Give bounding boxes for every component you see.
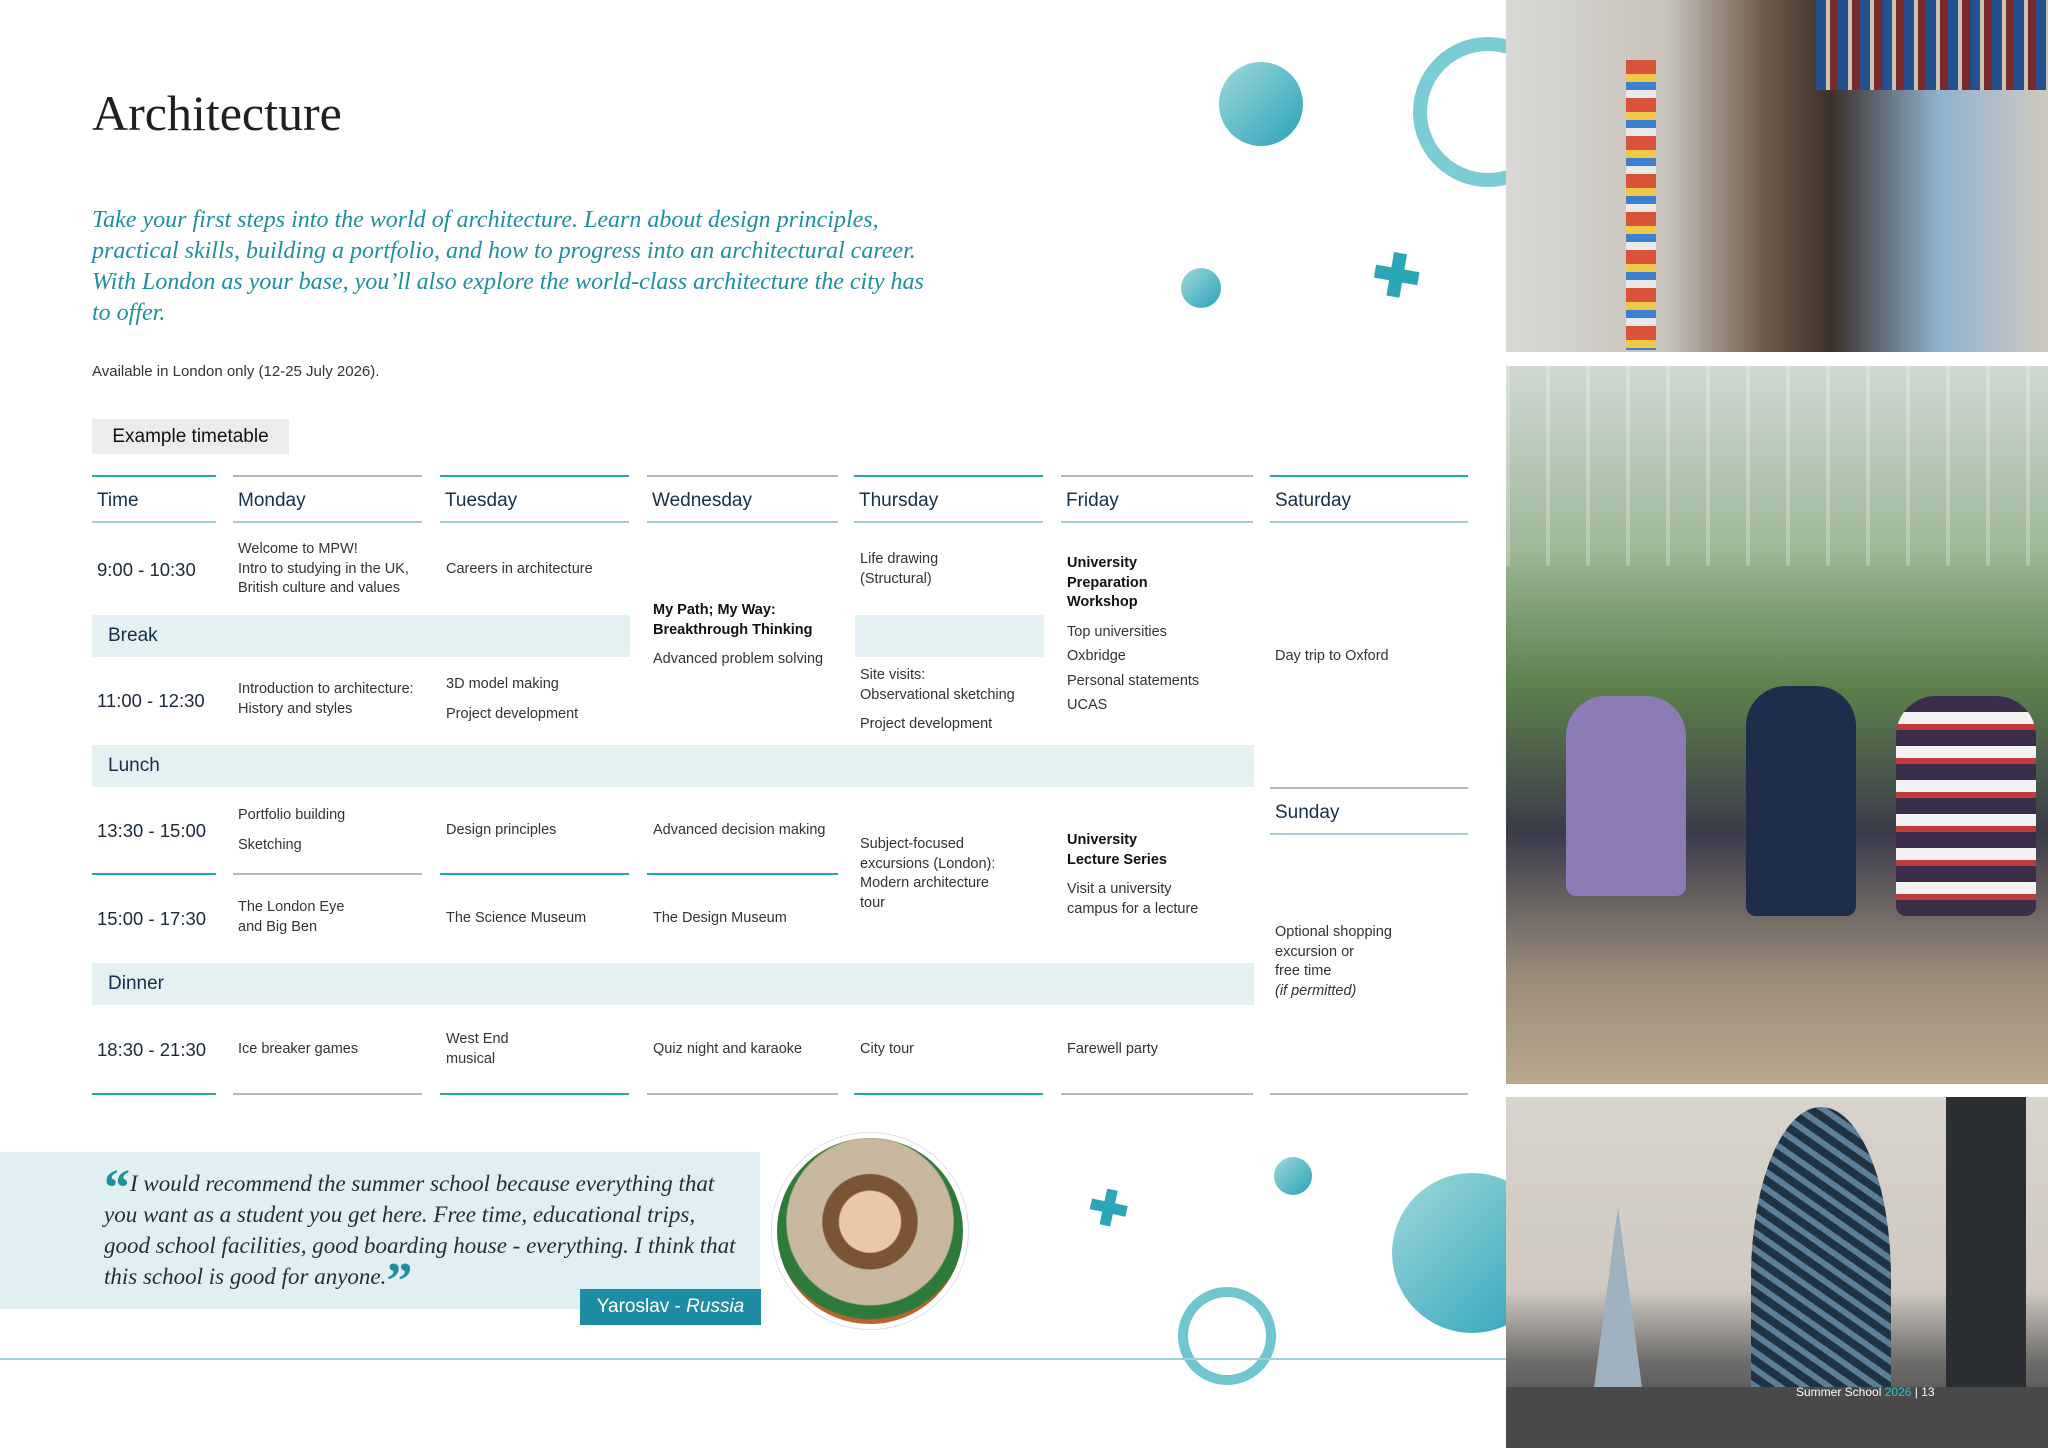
page-title: Architecture	[92, 85, 342, 141]
time-slot-1: 9:00 - 10:30	[97, 559, 196, 580]
intro-paragraph: Take your first steps into the world of architecture. Learn about design principles, practical skills, building a portfolio, and how to progress into an architectural career. With London as your base, you’ll also explore the world-class architecture the city has to offer.	[92, 207, 924, 326]
deco-ring	[1178, 1287, 1276, 1385]
wednesday-slot-5: Quiz night and karaoke	[653, 1041, 803, 1057]
header-monday: Monday	[233, 475, 422, 523]
avatar	[772, 1133, 968, 1329]
deco-circle-small	[1274, 1157, 1312, 1195]
friday-slot-5: Farewell party	[1067, 1041, 1159, 1057]
band-label-lunch: Lunch	[108, 755, 160, 776]
wednesday-slot-3: Advanced decision making	[653, 822, 826, 838]
footer-page-label: Summer School 2026 | 13	[1796, 1385, 1935, 1399]
tuesday-slot-2: 3D model making Project development	[446, 676, 579, 722]
header-tuesday: Tuesday	[440, 475, 629, 523]
tuesday-slot-5: West End musical	[446, 1031, 509, 1067]
row-divider	[92, 873, 216, 875]
deco-circle	[1219, 62, 1303, 146]
photo-london-skyline	[1506, 1097, 2048, 1448]
band-lunch	[92, 745, 1254, 787]
friday-slot-1-2: University Preparation Workshop Top universities Oxbridge Personal statements UCAS	[1067, 555, 1200, 713]
testimonial-quote: “I would recommend the summer school because everything that you want as a student you get here. Free time, educational trips, good school facilities, good boarding house - everything. I think that this school is good for anyone.”	[104, 1160, 736, 1310]
monday-slot-4: The London Eye and Big Ben	[238, 899, 345, 935]
table-bottom	[854, 1093, 1043, 1095]
timetable-label: Example timetable	[92, 419, 289, 454]
deco-circle-small	[1181, 268, 1221, 308]
availability-note: Available in London only (12-25 July 2026).	[92, 363, 380, 380]
table-bottom	[233, 1093, 422, 1095]
time-slot-2: 11:00 - 12:30	[97, 690, 205, 711]
footer-divider	[0, 1358, 1506, 1360]
band-label-break: Break	[108, 625, 158, 646]
saturday-activity: Day trip to Oxford	[1275, 648, 1389, 664]
table-bottom	[1270, 1093, 1468, 1095]
thursday-slot-3-4: Subject-focused excursions (London): Modern architecture tour	[860, 836, 996, 911]
testimonial-attribution: Yaroslav - Russia	[580, 1289, 761, 1325]
header-saturday: Saturday	[1270, 475, 1468, 523]
row-divider	[233, 873, 422, 875]
header-wednesday: Wednesday	[647, 475, 838, 523]
quote-close-icon: ”	[386, 1253, 413, 1310]
band-dinner	[92, 963, 1254, 1005]
header-sunday: Sunday	[1270, 787, 1468, 835]
monday-slot-5: Ice breaker games	[238, 1041, 359, 1057]
photo-students-lab	[1506, 0, 2048, 352]
tuesday-slot-3: Design principles	[446, 822, 557, 838]
monday-slot-2: Introduction to architecture: History and styles	[238, 681, 414, 717]
band-break	[92, 615, 630, 657]
wednesday-slot-4: The Design Museum	[653, 910, 787, 926]
tuesday-slot-4: The Science Museum	[446, 910, 587, 926]
thursday-slot-1: Life drawing (Structural)	[860, 551, 939, 587]
cross-icon: ✚	[1366, 240, 1426, 313]
wednesday-slot-1-2: My Path; My Way: Breakthrough Thinking Advanced problem solving	[653, 602, 824, 667]
photo-students-walking	[1506, 366, 2048, 1084]
friday-slot-3-4: University Lecture Series Visit a university campus for a lecture	[1067, 832, 1199, 917]
band-break-thursday	[855, 615, 1044, 657]
monday-slot-3: Portfolio building Sketching	[238, 807, 346, 853]
thursday-slot-2: Site visits: Observational sketching Project development	[860, 667, 1015, 732]
tuesday-slot-1: Careers in architecture	[446, 561, 593, 577]
header-time: Time	[92, 475, 216, 523]
sunday-activity: Optional shopping excursion or free time (if permitted)	[1275, 924, 1392, 999]
quote-icon: “	[104, 1160, 130, 1217]
band-label-dinner: Dinner	[108, 973, 164, 994]
table-bottom	[647, 1093, 838, 1095]
time-slot-4: 15:00 - 17:30	[97, 908, 207, 929]
monday-slot-1: Welcome to MPW! Intro to studying in the UK, British culture and values	[238, 541, 409, 596]
table-bottom	[1061, 1093, 1253, 1095]
table-bottom	[92, 1093, 216, 1095]
row-divider	[440, 873, 629, 875]
header-thursday: Thursday	[854, 475, 1043, 523]
row-divider	[647, 873, 838, 875]
thursday-slot-5: City tour	[860, 1041, 914, 1057]
table-bottom	[440, 1093, 629, 1095]
cross-icon: ✚	[1083, 1179, 1134, 1240]
time-slot-3: 13:30 - 15:00	[97, 820, 207, 841]
header-friday: Friday	[1061, 475, 1253, 523]
time-slot-5: 18:30 - 21:30	[97, 1039, 207, 1060]
